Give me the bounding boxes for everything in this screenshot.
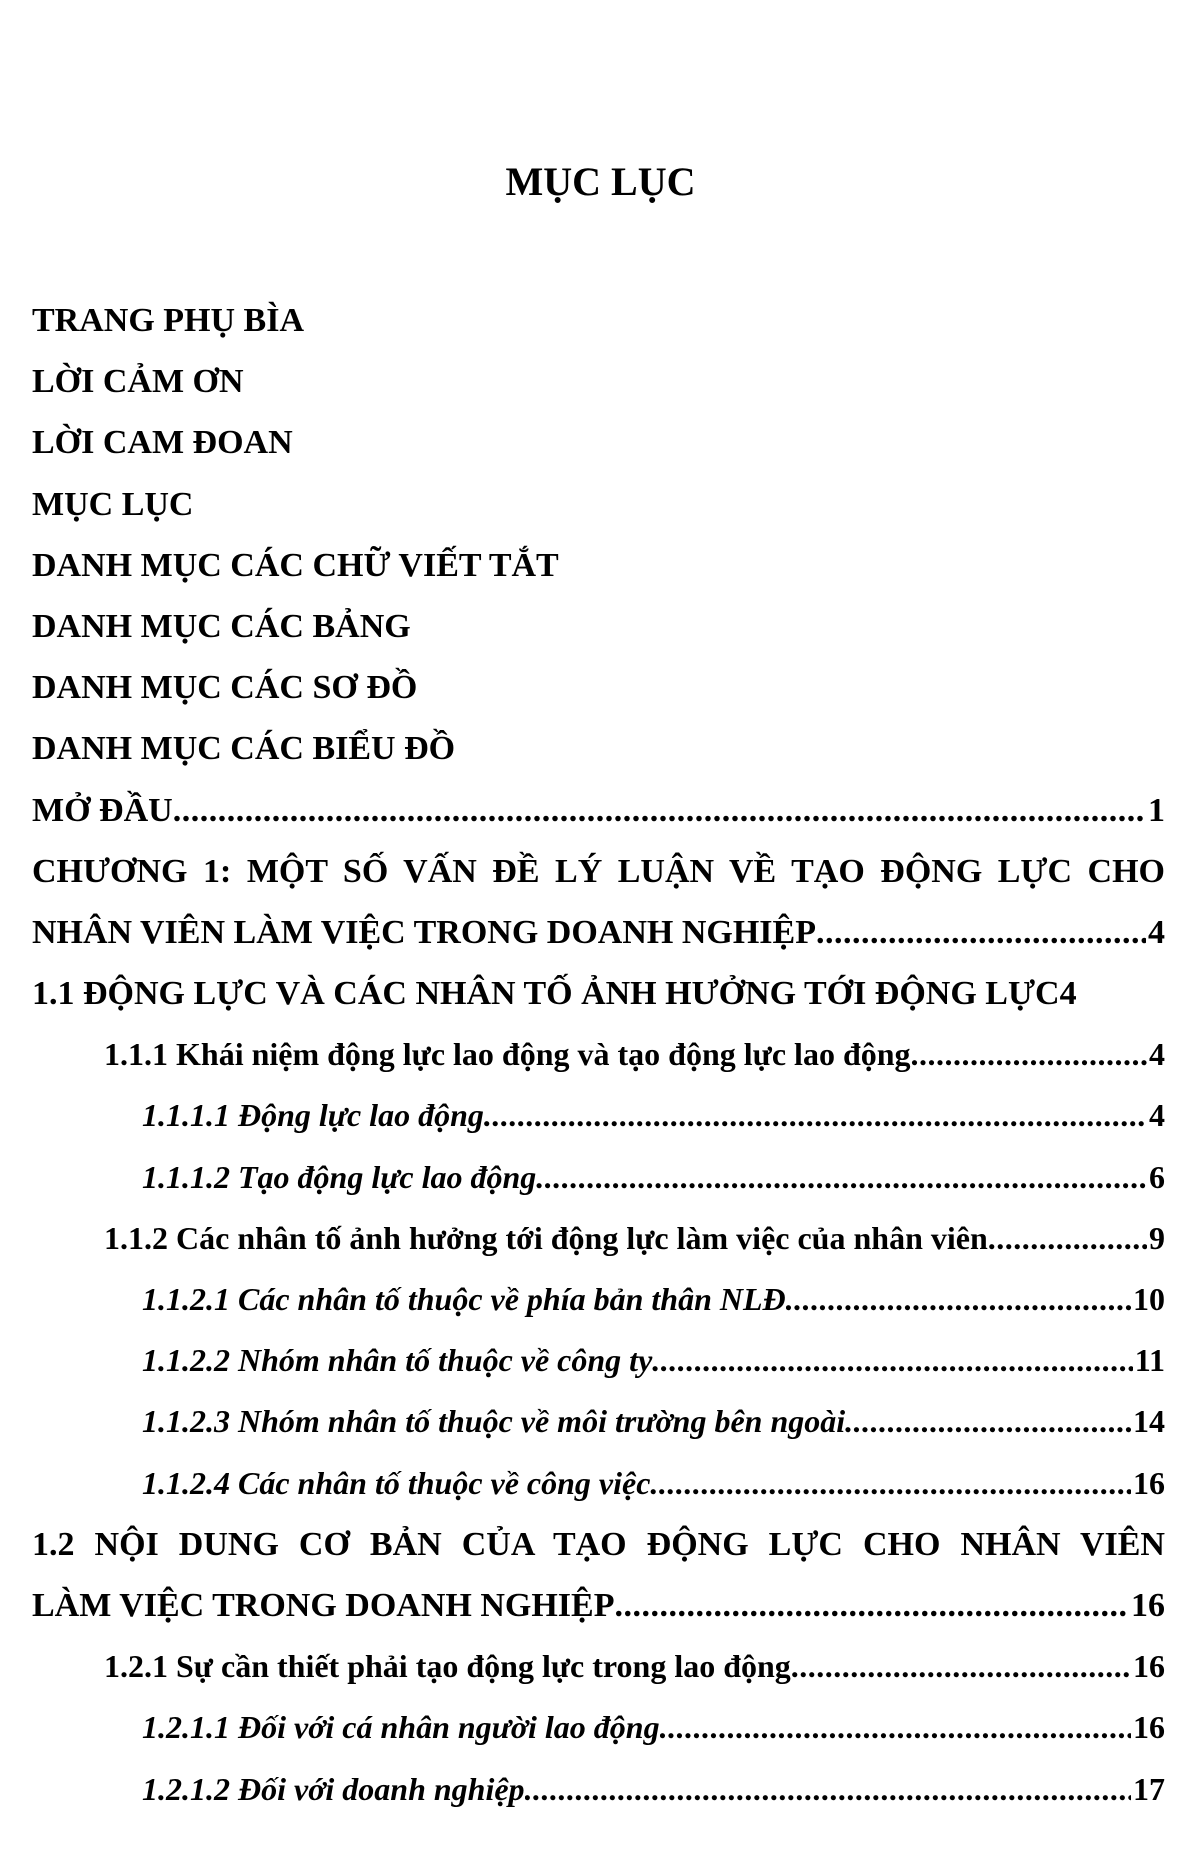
toc-entry[interactable] [32, 1208, 1165, 1269]
toc-entry-label: 1.1.2 Các nhân tố ảnh hưởng tới động lực làm việc của nhân viên [104, 1219, 988, 1256]
toc-entry[interactable] [32, 474, 1165, 535]
toc-entry[interactable] [32, 596, 1165, 657]
toc-entry[interactable] [32, 657, 1165, 718]
toc-page-number: 10 [1133, 1281, 1165, 1317]
toc-entry[interactable] [32, 535, 1165, 596]
toc-entry-label: MỤC LỤC [32, 485, 194, 523]
toc-entry[interactable] [32, 1453, 1165, 1514]
toc-entry[interactable] [32, 841, 1165, 902]
toc-entry[interactable] [32, 780, 1165, 841]
dot-leader [845, 1391, 1131, 1452]
toc-entry[interactable] [32, 1514, 1165, 1575]
toc-entry[interactable] [32, 412, 1165, 473]
toc-page-number: 6 [1149, 1158, 1165, 1195]
dot-leader [536, 1147, 1147, 1208]
toc-page-number: 4 [1059, 975, 1077, 1013]
toc-entry-label: 1.1.1.1 Động lực lao động [142, 1097, 484, 1134]
dot-leader [791, 1636, 1131, 1697]
dot-leader [786, 1269, 1131, 1330]
toc-entry-label: 1.2 NỘI DUNG CƠ BẢN CỦA TẠO ĐỘNG LỰC CHO NHÂN VIÊN [32, 1525, 1165, 1563]
dot-leader [911, 1024, 1147, 1085]
toc-entry-label: TRANG PHỤ BÌA [32, 302, 305, 339]
toc-page-number: 17 [1133, 1770, 1165, 1807]
toc-entry[interactable] [32, 351, 1165, 412]
page-title: MỤC LỤC [505, 159, 696, 204]
toc-entry-label: MỞ ĐẦU [32, 791, 173, 829]
toc-entry-label: NHÂN VIÊN LÀM VIỆC TRONG DOANH NGHIỆP [32, 913, 816, 951]
toc-page-number: 11 [1134, 1342, 1165, 1379]
toc-entry[interactable] [32, 902, 1165, 963]
dot-leader [652, 1330, 1133, 1391]
toc-entry-label: 1.1.1 Khái niệm động lực lao động và tạo động lực lao động [104, 1036, 911, 1073]
toc-page-number: 16 [1133, 1648, 1165, 1685]
toc-entry[interactable] [32, 1085, 1165, 1146]
toc-page-number: 9 [1149, 1219, 1165, 1256]
toc-entry-label: CHƯƠNG 1: MỘT SỐ VẤN ĐỀ LÝ LUẬN VỀ TẠO ĐỘNG LỰC CHO [32, 852, 1165, 890]
toc-entry[interactable] [32, 1391, 1165, 1452]
dot-leader [988, 1208, 1147, 1269]
table-of-contents [32, 290, 1165, 1820]
toc-entry-label: 1.1 ĐỘNG LỰC VÀ CÁC NHÂN TỐ ẢNH HƯỞNG TỚI ĐỘNG LỰC [32, 975, 1060, 1013]
toc-entry[interactable] [32, 1636, 1165, 1697]
toc-entry-label: LÀM VIỆC TRONG DOANH NGHIỆP [32, 1586, 615, 1624]
toc-entry[interactable] [32, 290, 1165, 351]
toc-entry[interactable] [32, 1575, 1165, 1636]
toc-entry-label: 1.2.1 Sự cần thiết phải tạo động lực trong lao động [104, 1648, 791, 1685]
toc-page-number: 16 [1133, 1709, 1165, 1746]
dot-leader [660, 1697, 1131, 1758]
toc-page-number: 16 [1131, 1586, 1165, 1624]
toc-entry-label: 1.1.2.1 Các nhân tố thuộc về phía bản thân NLĐ [142, 1281, 786, 1317]
toc-entry[interactable] [32, 963, 1165, 1024]
toc-page-number: 14 [1133, 1403, 1165, 1440]
toc-entry-label: DANH MỤC CÁC BẢNG [32, 607, 411, 645]
toc-page-number: 4 [1149, 1097, 1165, 1134]
toc-entry-label: LỜI CAM ĐOAN [32, 424, 293, 462]
toc-entry-label: 1.1.2.4 Các nhân tố thuộc về công việc [142, 1464, 651, 1501]
toc-entry[interactable] [32, 1697, 1165, 1758]
toc-entry[interactable] [32, 1330, 1165, 1391]
toc-entry-label: LỜI CẢM ƠN [32, 363, 244, 401]
toc-entry[interactable] [32, 1024, 1165, 1085]
toc-page-number: 1 [1148, 791, 1165, 829]
toc-entry-label: 1.1.2.2 Nhóm nhân tố thuộc về công ty [142, 1342, 653, 1379]
toc-entry[interactable] [32, 1269, 1165, 1330]
toc-entry[interactable] [32, 718, 1165, 779]
toc-entry[interactable] [32, 1759, 1165, 1820]
toc-page-number: 4 [1149, 1036, 1165, 1073]
toc-entry-label: 1.1.2.3 Nhóm nhân tố thuộc về môi trường bên ngoài [142, 1403, 846, 1440]
toc-page-number: 16 [1133, 1464, 1165, 1501]
dot-leader [525, 1759, 1131, 1820]
toc-entry-label: DANH MỤC CÁC BIỂU ĐỒ [32, 730, 456, 768]
dot-leader [614, 1575, 1129, 1636]
dot-leader [173, 780, 1146, 841]
toc-entry-label: DANH MỤC CÁC CHỮ VIẾT TẮT [32, 546, 559, 584]
toc-entry-label: 1.2.1.1 Đối với cá nhân người lao động [142, 1709, 660, 1746]
dot-leader [484, 1085, 1147, 1146]
toc-page-number: 4 [1148, 913, 1165, 951]
toc-entry-label: 1.1.1.2 Tạo động lực lao động [142, 1158, 537, 1195]
dot-leader [650, 1453, 1131, 1514]
toc-entry[interactable] [32, 1147, 1165, 1208]
toc-entry-label: DANH MỤC CÁC SƠ ĐỒ [32, 669, 418, 707]
toc-entry-label: 1.2.1.2 Đối với doanh nghiệp [142, 1770, 525, 1807]
dot-leader [816, 902, 1146, 963]
